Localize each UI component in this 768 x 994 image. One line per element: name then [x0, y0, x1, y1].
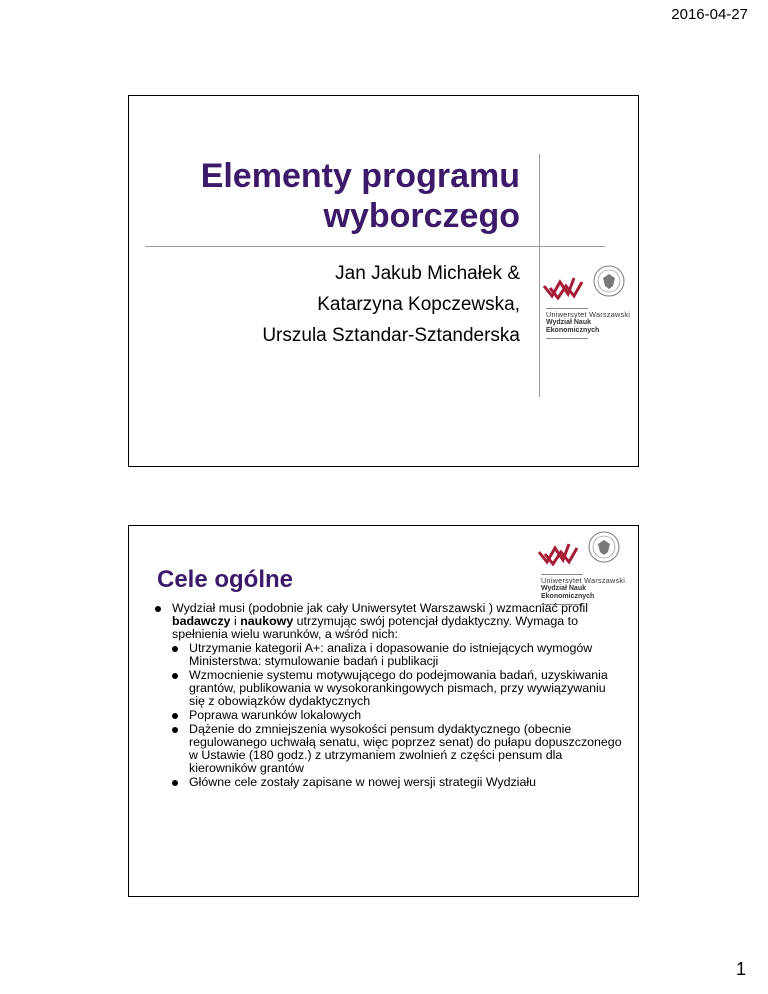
author-line-1: Jan Jakub Michałek &	[335, 263, 520, 284]
bullet-text-part-2: i	[230, 614, 241, 628]
logo-zigzag-icon	[542, 274, 590, 300]
slide-1-title	[201, 156, 520, 236]
logo-faculty-name	[546, 319, 606, 335]
bullet-text-part-3: utrzymując swój potencjał dydaktyczny. Wymaga to spełnienia wielu warunków, a wśród nich:	[172, 614, 578, 641]
author-line-3: Urszula Sztandar-Sztanderska	[262, 325, 520, 346]
sub-bullet-3: Poprawa warunków lokalowych	[153, 709, 623, 722]
logo-faculty-name	[541, 585, 601, 601]
sub-bullet-4: Dążenie do zmniejszenia wysokości pensum dydaktycznego (obecnie regulowanego uchwałą senatu, więc poprzez senat) do pułapu dopuszczonego w Ustawie (180 godz.) z utrzymaniem zwolnień z części pensum dla kierowników grantów	[153, 723, 623, 775]
faculty-logo	[537, 530, 629, 610]
sub-bullet-list	[153, 642, 623, 789]
university-seal-icon	[592, 264, 626, 298]
slide-2-title: Cele ogólne	[157, 566, 294, 593]
bullet-bold-2: naukowy	[240, 614, 294, 628]
logo-faculty-line-2: Ekonomicznych	[541, 593, 595, 600]
logo-university-name: Uniwersytet Warszawski	[546, 310, 631, 319]
slide-1	[128, 95, 639, 467]
header-date: 2016-04-27	[671, 6, 748, 23]
title-divider-vertical	[539, 154, 540, 397]
title-line-1: Elementy programu	[200, 157, 520, 195]
faculty-logo	[542, 264, 634, 344]
slide-2-content	[153, 602, 623, 790]
title-line-2: wyborczego	[323, 197, 520, 235]
logo-rule-top	[546, 308, 588, 309]
page-number: 1	[735, 959, 746, 979]
logo-faculty-line-2: Ekonomicznych	[546, 327, 600, 334]
logo-rule-bottom	[546, 338, 588, 339]
logo-zigzag-icon	[537, 540, 585, 566]
logo-university-name: Uniwersytet Warszawski	[541, 576, 626, 585]
title-divider-horizontal	[145, 246, 605, 247]
main-bullet	[153, 602, 623, 641]
author-line-2: Katarzyna Kopczewska,	[317, 294, 520, 315]
bullet-bold-1: badawczy	[172, 614, 231, 628]
sub-bullet-1: Utrzymanie kategorii A+: analiza i dopasowanie do istniejących wymogów Ministerstwa: stymulowanie badań i publikacji	[153, 642, 623, 668]
sub-bullet-5: Główne cele zostały zapisane w nowej wersji strategii Wydziału	[153, 776, 623, 789]
authors	[262, 258, 520, 351]
university-seal-icon	[587, 530, 621, 564]
logo-rule-top	[541, 574, 583, 575]
sub-bullet-2: Wzmocnienie systemu motywującego do podejmowania badań, uzyskiwania grantów, publikowania w wysokorankingowych pismach, przy wywiązywaniu się z obowiązków dydaktycznych	[153, 669, 623, 708]
slide-2	[128, 525, 639, 897]
logo-faculty-line-1: Wydział Nauk	[546, 319, 591, 326]
bullet-text-part-1: Wydział musi (podobnie jak cały Uniwersytet Warszawski ) wzmacniać profil	[172, 601, 589, 615]
logo-faculty-line-1: Wydział Nauk	[541, 585, 586, 592]
